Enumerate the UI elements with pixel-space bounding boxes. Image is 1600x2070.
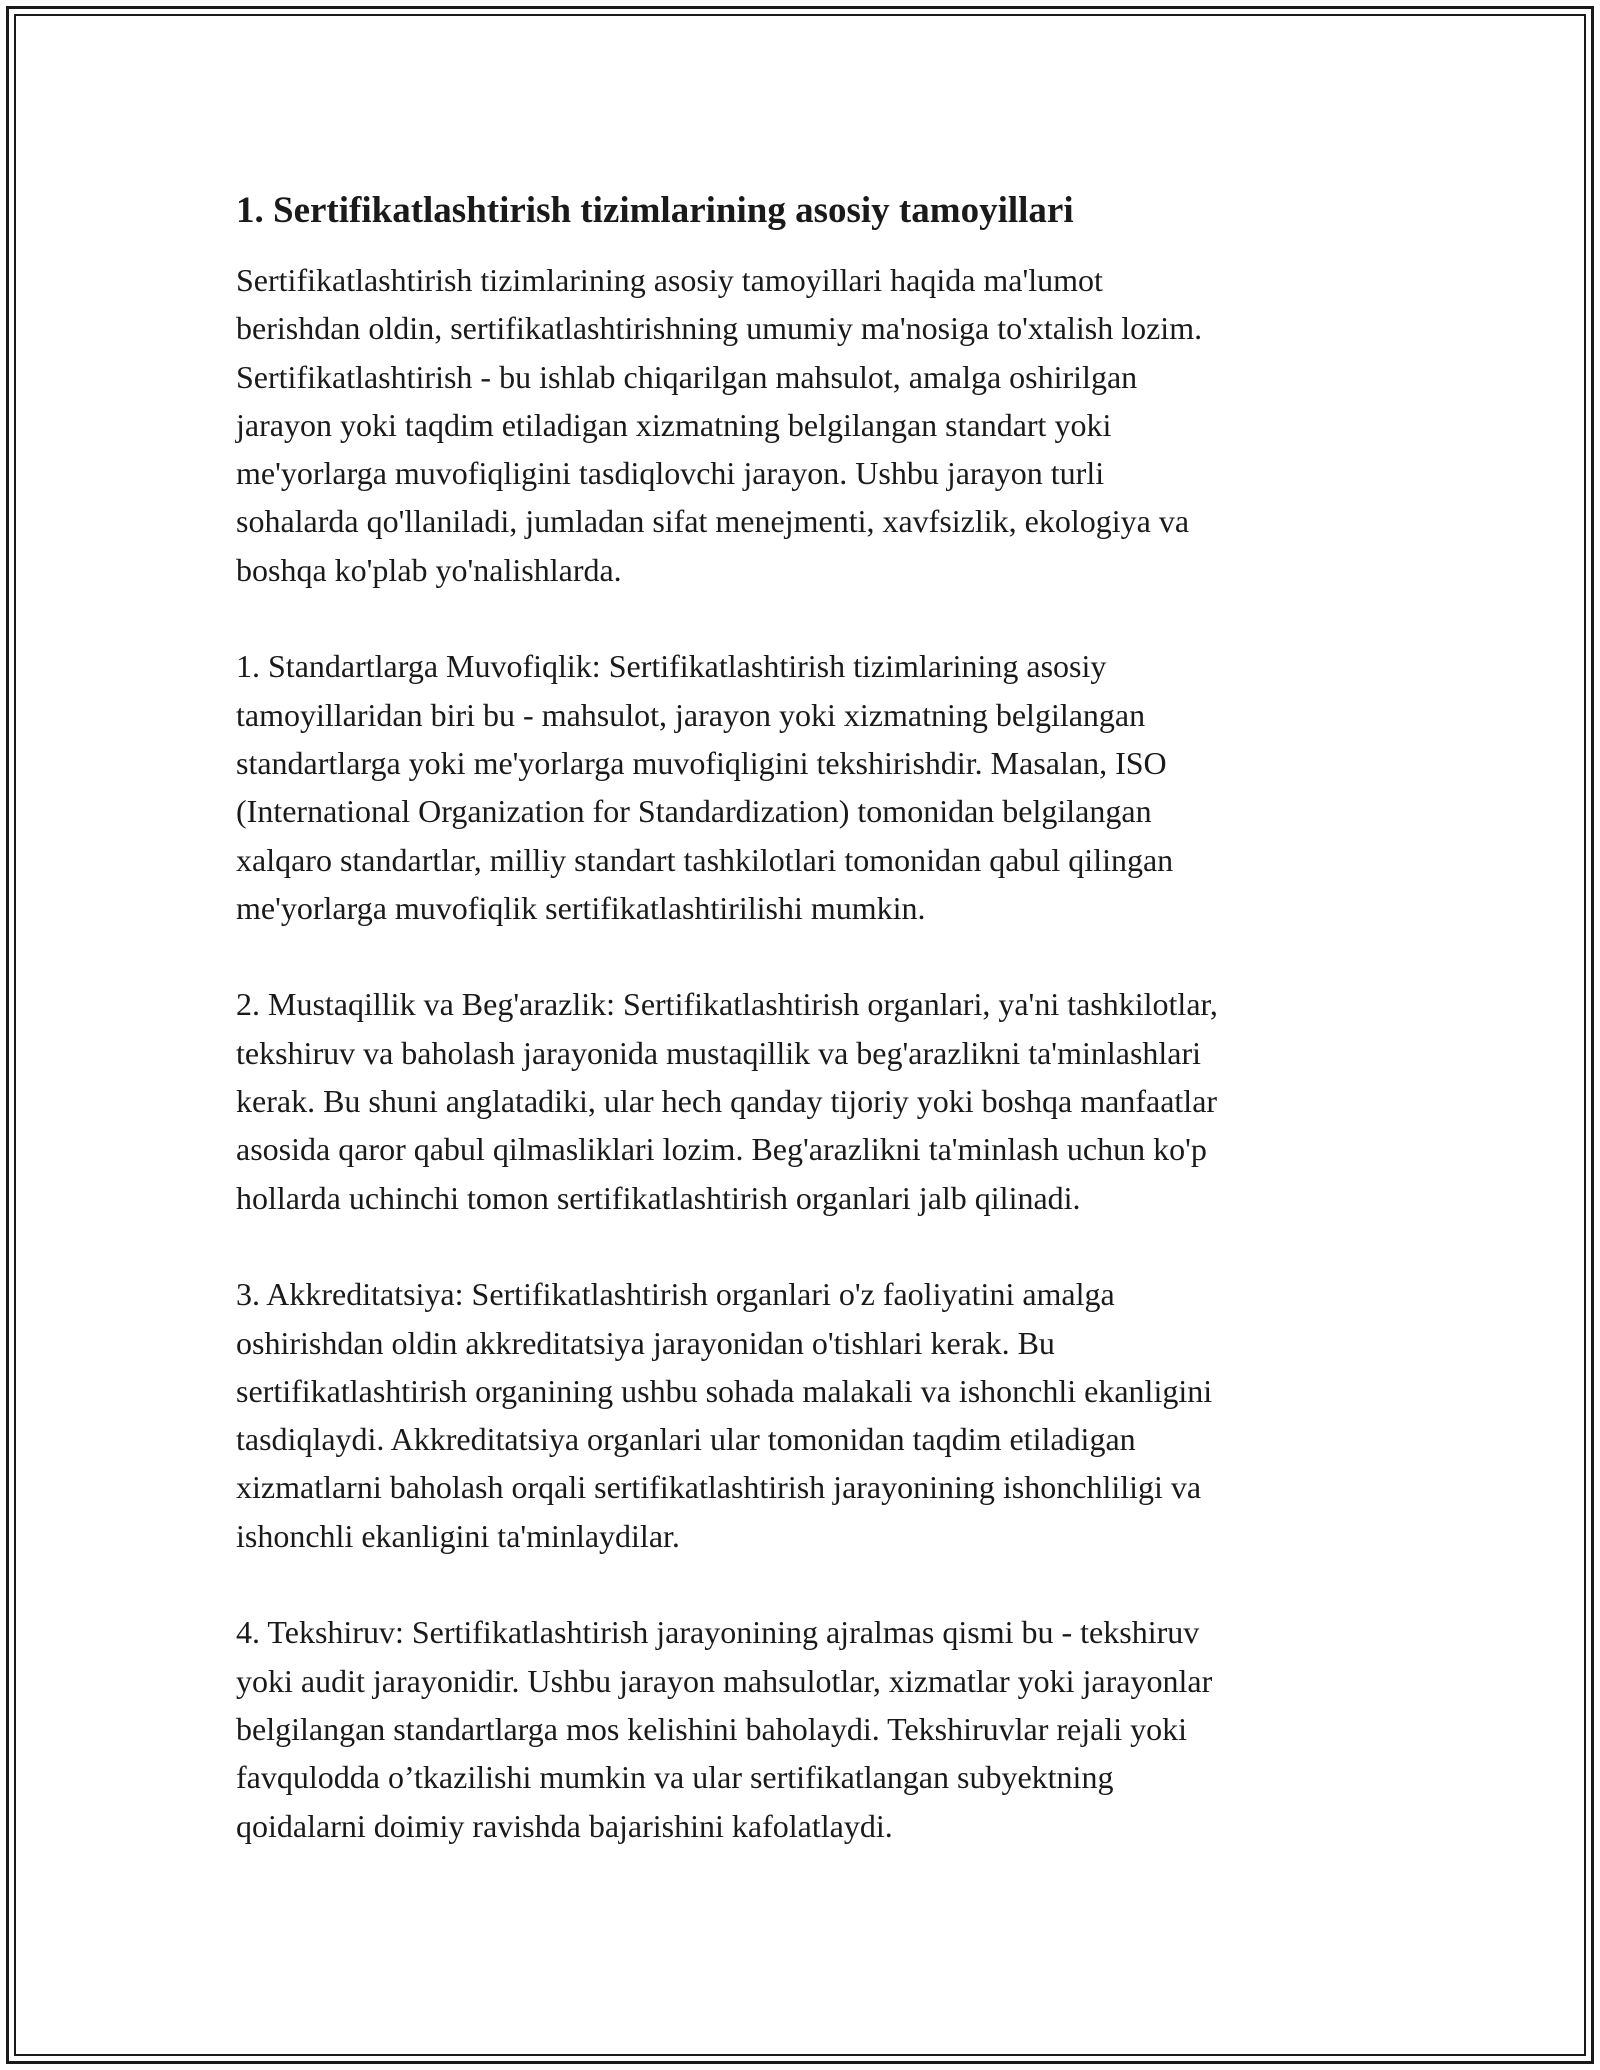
document-body: [236, 186, 1376, 1898]
principle-standards-paragraph: 1. Standartlarga Muvofiqlik: Sertifikatlashtirish tizimlarining asosiy tamoyillaridan biri bu - mahsulot, jarayon yoki xizmatning belgilangan standartlarga yoki me'yorlarga muvofiqligini tekshirishdir. Masalan, ISO (International Organization for Standardization) tomonidan belgilangan xalqaro standartlar, milliy standart tashkilotlari tomonidan qabul qilingan me'yorlarga muvofiqlik sertifikatlashtirilishi mumkin.: [236, 648, 1174, 926]
section-title: 1. Sertifikatlashtirish tizimlarining asosiy tamoyillari: [236, 190, 1074, 231]
principle-inspection-paragraph: 4. Tekshiruv: Sertifikatlashtirish jarayonining ajralmas qismi bu - tekshiruv yoki audit jarayonidir. Ushbu jarayon mahsulotlar, xizmatlar yoki jarayonlar belgilangan standartlarga mos kelishini baholaydi. Tekshiruvlar rejali yoki favqulodda o’tkazilishi mumkin va ular sertifikatlangan subyektning qoidalarni doimiy ravishda bajarishini kafolatlaydi.: [236, 1614, 1213, 1844]
intro-paragraph: Sertifikatlashtirish tizimlarining asosiy tamoyillari haqida ma'lumot berishdan oldin, sertifikatlashtirishning umumiy ma'nosiga to'xtalish lozim. Sertifikatlashtirish - bu ishlab chiqarilgan mahsulot, amalga oshirilgan jarayon yoki taqdim etiladigan xizmatning belgilangan standart yoki me'yorlarga muvofiqligini tasdiqlovchi jarayon. Ushbu jarayon turli sohalarda qo'llaniladi, jumladan sifat menejmenti, xavfsizlik, ekologiya va boshqa ko'plab yo'nalishlarda.: [236, 262, 1203, 588]
principle-accreditation-paragraph: 3. Akkreditatsiya: Sertifikatlashtirish organlari o'z faoliyatini amalga oshirishdan oldin akkreditatsiya jarayonidan o'tishlari kerak. Bu sertifikatlashtirish organining ushbu sohada malakali va ishonchli ekanligini tasdiqlaydi. Akkreditatsiya organlari ular tomonidan taqdim etiladigan xizmatlarni baholash orqali sertifikatlashtirish jarayonining ishonchliligi va ishonchli ekanligini ta'minlaydilar.: [236, 1276, 1213, 1554]
principle-independence-paragraph: 2. Mustaqillik va Beg'arazlik: Sertifikatlashtirish organlari, ya'ni tashkilotlar, tekshiruv va baholash jarayonida mustaqillik va beg'arazlikni ta'minlashlari kerak. Bu shuni anglatadiki, ular hech qanday tijoriy yoki boshqa manfaatlar asosida qaror qabul qilmasliklari lozim. Beg'arazlikni ta'minlash uchun ko'p hollarda uchinchi tomon sertifikatlashtirish organlari jalb qilinadi.: [236, 986, 1218, 1216]
